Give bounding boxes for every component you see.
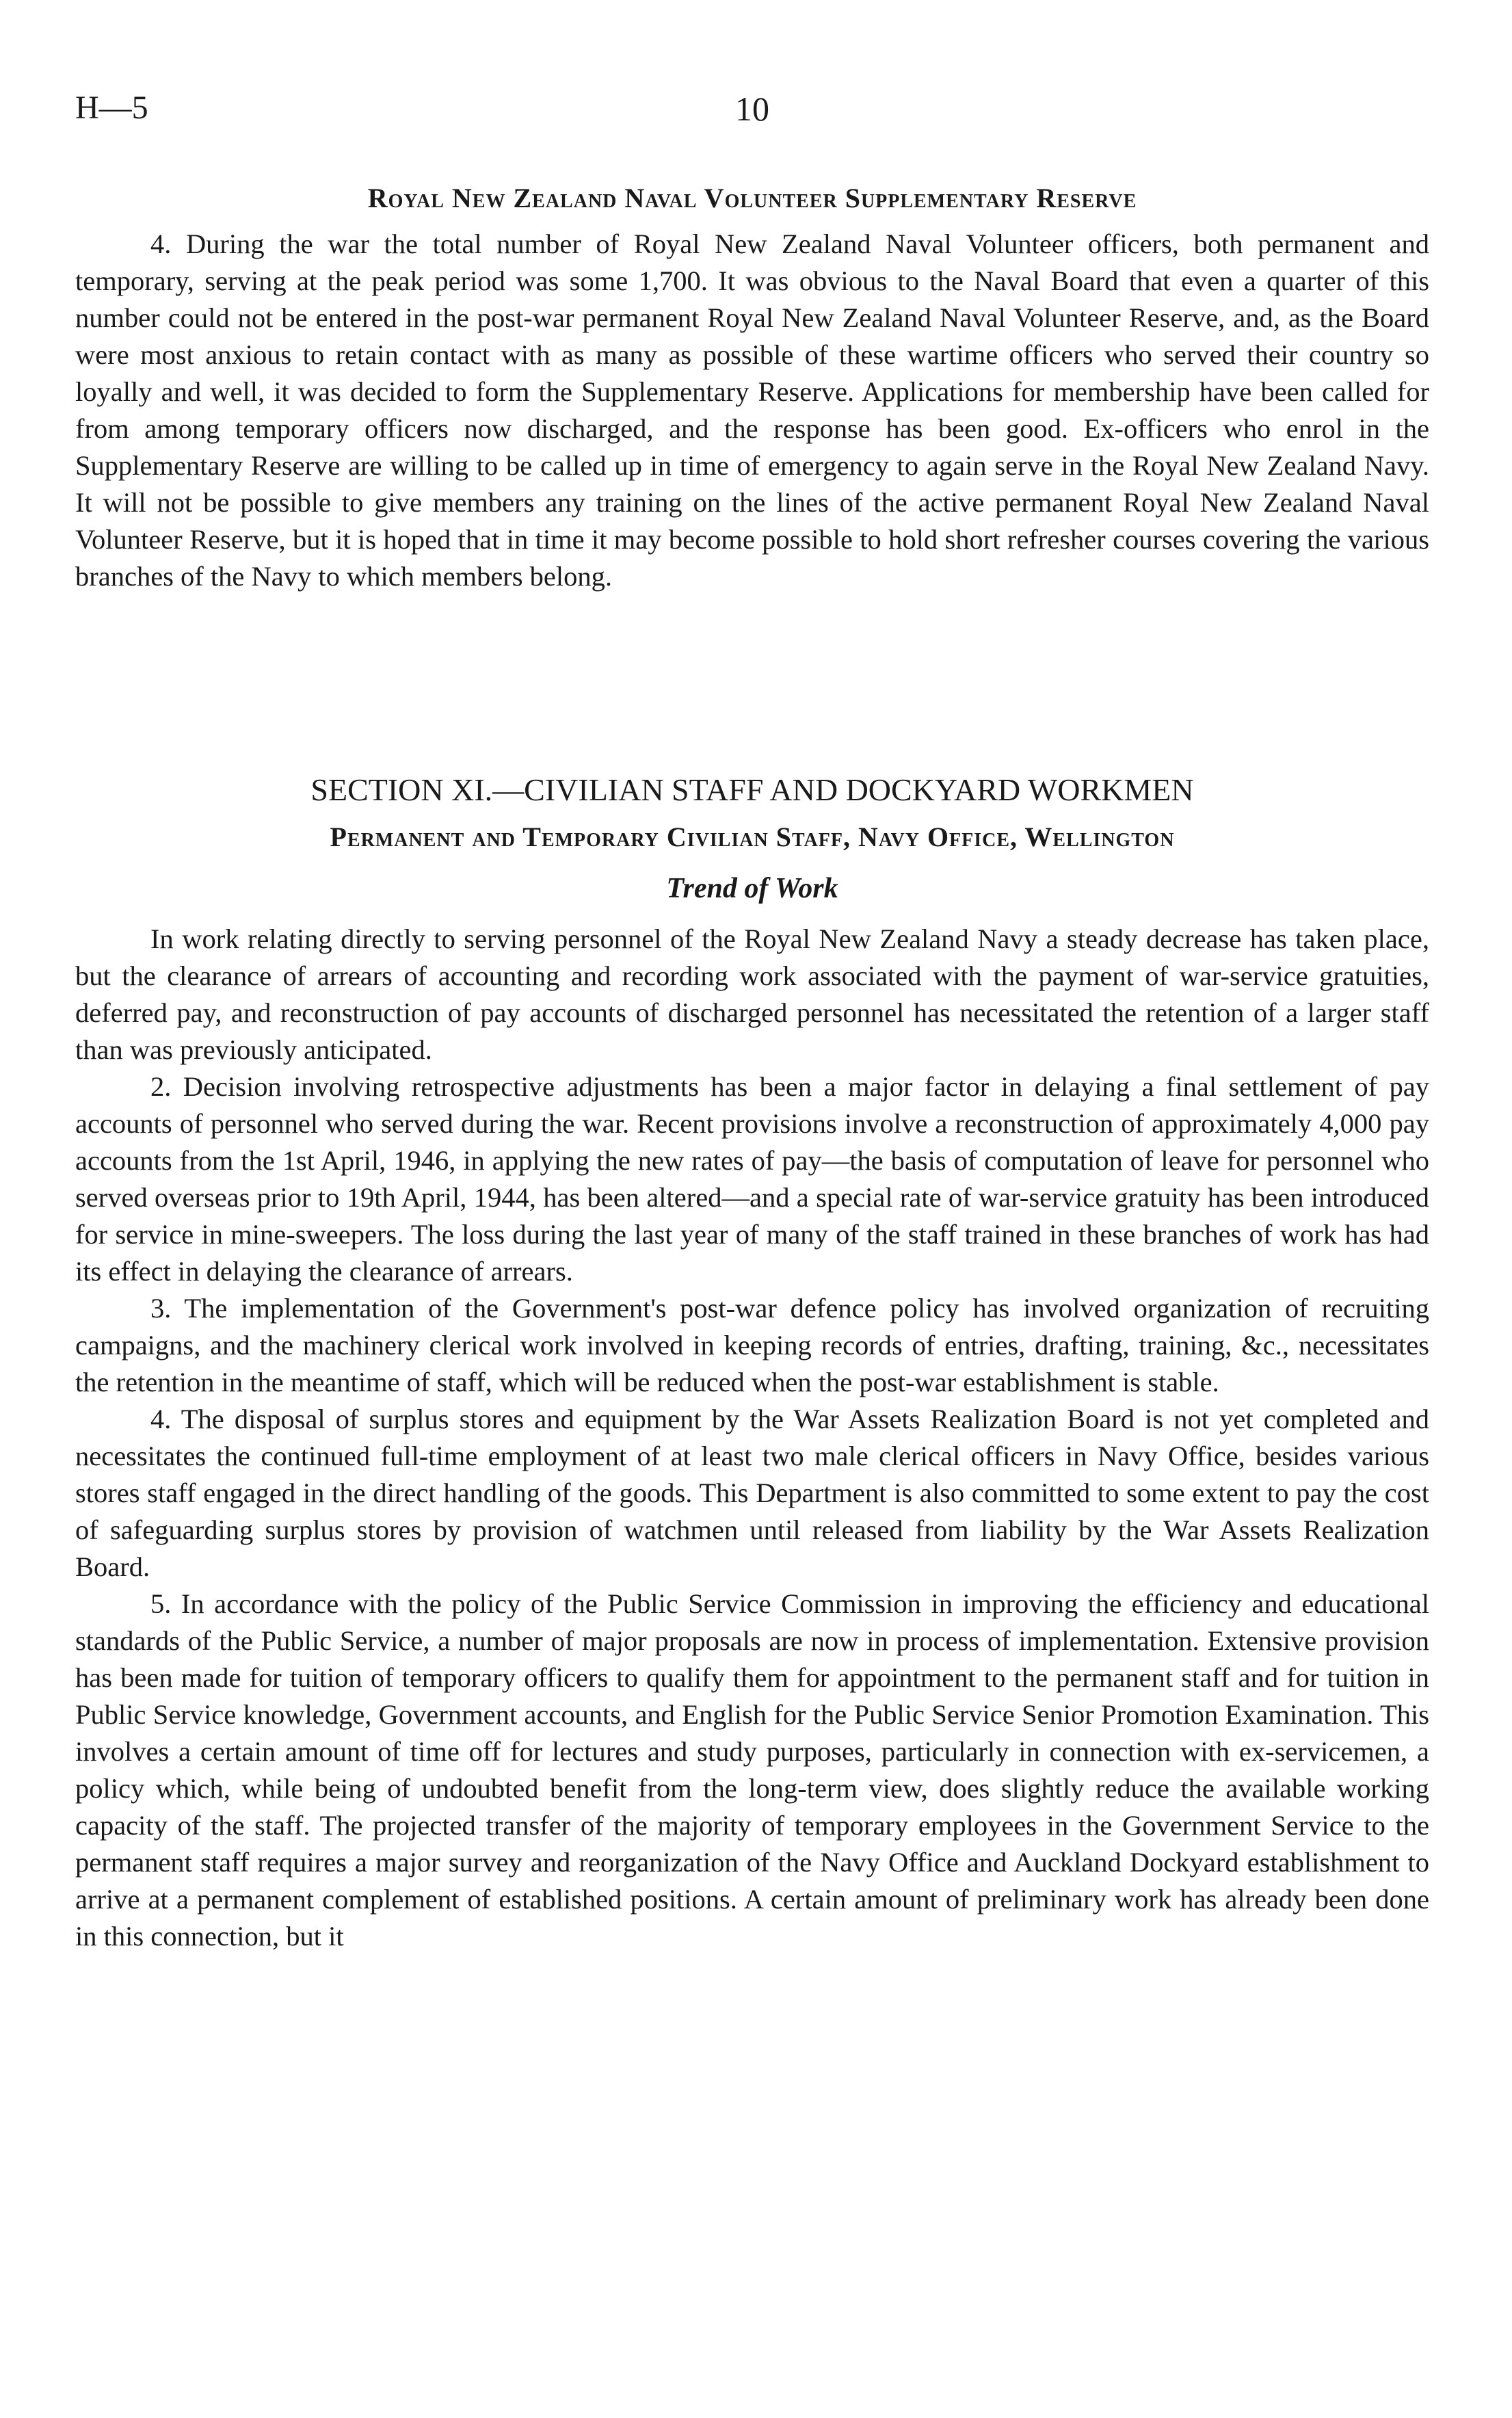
paragraph: 4. During the war the total number of Royal New Zealand Naval Volunteer officers, both permanent and temporary, serving at the peak period was some 1,700. It was obvious to the Naval Board that even a quarter of this number could not be entered in the post-war permanent Royal New Zealand Naval Volunteer Reserve, and, as the Board were most anxious to retain contact with as many as possible of these wartime officers who served their country so loyally and well, it was decided to form the Supplementary Reserve. Applications for membership have been called for from among temporary officers now discharged, and the response has been good. Ex-officers who enrol in the Supplementary Reserve are willing to be called up in time of emergency to again serve in the Royal New Zealand Navy. It will not be possible to give members any training on the lines of the active permanent Royal New Zealand Naval Volunteer Reserve, but it is hoped that in time it may become possible to hold short refresher courses covering the various branches of the Navy to which members belong. — [75, 228, 1429, 592]
paragraph: 2. Decision involving retrospective adjustments has been a major factor in delaying a final settlement of pay accounts of personnel who served during the war. Recent provisions involve a reconstruction of approximately 4,000 pay accounts from the 1st April, 1946, in applying the new rates of pay—the basis of computation of leave for personnel who served overseas prior to 19th April, 1944, has been altered—and a special rate of war-service gratuity has been introduced for service in mine-sweepers. The loss during the last year of many of the staff trained in these branches of work has had its effect in delaying the clearance of arrears. — [75, 1071, 1429, 1287]
paragraph: 3. The implementation of the Government's post-war defence policy has involved organization of recruiting campaigns, and the machinery clerical work involved in keeping records of entries, drafting, training, &c., necessitates the retention in the meantime of staff, which will be reduced when the post-war establishment is stable. — [75, 1293, 1429, 1397]
section-title: SECTION XI.—CIVILIAN STAFF AND DOCKYARD WORKMEN — [310, 772, 1194, 807]
page-number: 10 — [735, 90, 769, 128]
paragraph: 5. In accordance with the policy of the Public Service Commission in improving the efficiency and educational standards of the Public Service, a number of major proposals are now in process of implementation. Extensive provision has been made for tuition of temporary officers to qualify them for appointment to the permanent staff and for tuition in Public Service knowledge, Government accounts, and English for the Public Service Senior Promotion Examination. This involves a certain amount of time off for lectures and study purposes, particularly in connection with ex-servicemen, a policy which, while being of undoubted benefit from the long-term view, does slightly reduce the available working capacity of the staff. The projected transfer of the majority of temporary employees in the Government Service to the permanent staff requires a major survey and reorganization of the Navy Office and Auckland Dockyard establishment to arrive at a permanent complement of established positions. A certain amount of preliminary work has already been done in this connection, but it — [75, 1588, 1429, 1952]
trend-of-work-heading: Trend of Work — [666, 873, 838, 904]
paragraph: In work relating directly to serving personnel of the Royal New Zealand Navy a steady decrease has taken place, but the clearance of arrears of accounting and recording work associated with the payment of war-service gratuities, deferred pay, and reconstruction of pay accounts of discharged personnel has necessitated the retention of a larger staff than was previously anticipated. — [75, 923, 1429, 1065]
supplementary-reserve-heading: Royal New Zealand Naval Volunteer Supplementary Reserve — [367, 183, 1137, 213]
paragraph: 4. The disposal of surplus stores and equipment by the War Assets Realization Board is not yet completed and necessitates the continued full-time employment of at least two male clerical officers in Navy Office, besides various stores staff engaged in the direct handling of the goods. This Department is also committed to some extent to pay the cost of safeguarding surplus stores by provision of watchmen until released from liability by the War Assets Realization Board. — [75, 1404, 1429, 1582]
supplementary-reserve-section — [75, 226, 1429, 595]
section-subtitle: Permanent and Temporary Civilian Staff, Navy Office, Wellington — [330, 822, 1175, 852]
page-reference: H—5 — [75, 90, 148, 126]
civilian-staff-section — [75, 921, 1429, 1955]
page-header — [75, 89, 1429, 137]
